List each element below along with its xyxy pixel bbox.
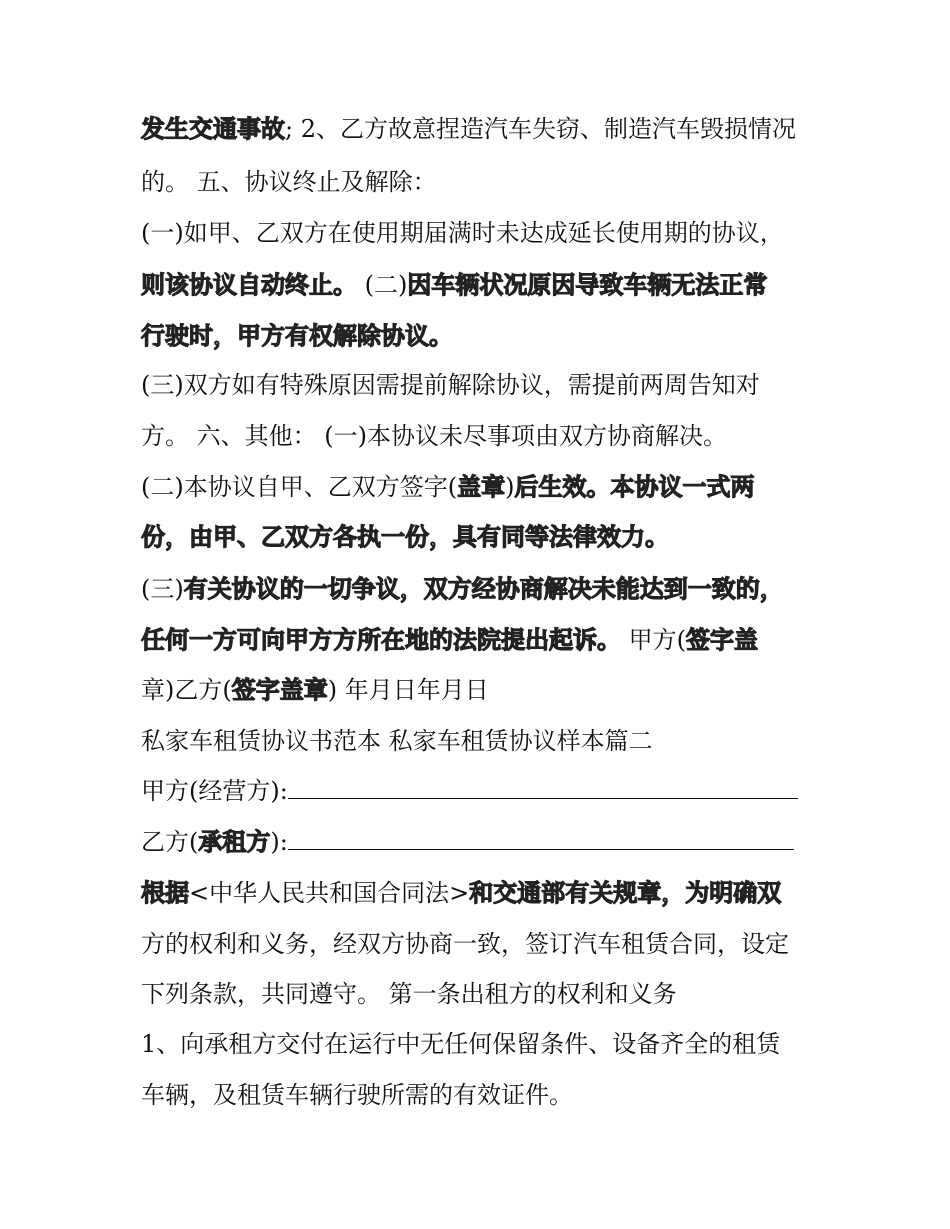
text-segment: ): xyxy=(270,828,288,856)
text-segment: (二) xyxy=(357,271,408,299)
text-outlined: 份，由甲、乙双方各执一份，具有同等法律效力。 xyxy=(141,523,669,551)
text-outlined: 行驶时，甲方有权解除协议。 xyxy=(141,322,453,350)
text-line xyxy=(141,928,841,960)
text-segment: 车辆，及租赁车辆行驶所需的有效证件。 xyxy=(141,1081,573,1109)
text-line xyxy=(141,1079,841,1111)
text-segment: 下列条款，共同遵守。 第一条出租方的权利和义务 xyxy=(141,980,677,1008)
text-segment: (二)本协议自甲、乙双方签字( xyxy=(141,473,458,501)
text-line xyxy=(141,369,841,401)
party-b-line xyxy=(141,826,841,858)
text-segment: 方的权利和义务，经双方协商一致，签订汽车租赁合同，设定 xyxy=(141,930,789,958)
text-outlined: 后生效。本协议一式两 xyxy=(514,473,755,501)
text-outlined: 根据 xyxy=(141,879,189,907)
text-line xyxy=(141,269,841,301)
text-line xyxy=(141,978,841,1010)
text-segment: 甲方(经营方): xyxy=(141,777,288,805)
text-outlined: 任何一方可向甲方方所在地的法院提出起诉。 xyxy=(141,626,621,654)
text-segment: (三)双方如有特殊原因需提前解除协议，需提前两周告知对 xyxy=(141,371,760,399)
text-segment: (三) xyxy=(141,575,184,603)
text-line xyxy=(141,624,841,656)
text-segment: 乙方( xyxy=(141,828,199,856)
text-segment: (一)如甲、乙双方在使用期届满时未达成延长使用期的协议， xyxy=(141,219,784,247)
text-line xyxy=(141,521,841,553)
text-segment: ) xyxy=(505,473,515,501)
party-b-blank xyxy=(288,827,794,850)
text-line xyxy=(141,573,841,605)
text-segment: <中华人民共和国合同法> xyxy=(189,879,470,907)
text-segment: 章)乙方( xyxy=(141,676,232,704)
text-outlined: 则该协议自动终止。 xyxy=(141,271,357,299)
text-segment: ; 2、乙方故意捏造汽车失窃、制造汽车毁损情况 xyxy=(285,115,796,143)
text-line xyxy=(141,471,841,503)
text-line xyxy=(141,877,841,909)
text-outlined: 和交通部有关规章，为明确双 xyxy=(469,879,782,907)
text-line xyxy=(141,113,841,145)
text-segment: 私家车租赁协议书范本 私家车租赁协议样本篇二 xyxy=(141,727,653,755)
text-line xyxy=(141,166,841,198)
text-segment: 的。 五、协议终止及解除： xyxy=(141,168,437,196)
text-line xyxy=(141,420,841,452)
text-outlined: 有关协议的一切争议，双方经协商解决未能达到一致的， xyxy=(183,575,784,603)
text-outlined: 发生交通事故 xyxy=(141,115,285,143)
text-outlined: 承租方 xyxy=(198,828,271,856)
text-line xyxy=(141,217,841,249)
text-outlined: 签字盖 xyxy=(686,626,758,654)
text-line xyxy=(141,320,841,352)
text-segment: 1、向承租方交付在运行中无任何保留条件、设备齐全的租赁 xyxy=(141,1030,781,1058)
heading-line xyxy=(141,725,841,757)
text-outlined: 盖章 xyxy=(457,473,506,501)
text-outlined: 签字盖章 xyxy=(231,676,328,704)
text-outlined: 因车辆状况原因导致车辆无法正常 xyxy=(407,271,768,299)
text-line xyxy=(141,1028,841,1060)
party-a-line xyxy=(141,775,841,807)
text-segment: 方。 六、其他： (一)本协议未尽事项由双方协商解决。 xyxy=(141,422,727,450)
text-segment: 甲方( xyxy=(621,626,686,654)
text-line xyxy=(141,674,841,706)
party-a-blank xyxy=(288,776,798,799)
text-segment: ) 年月日年月日 xyxy=(327,676,489,704)
